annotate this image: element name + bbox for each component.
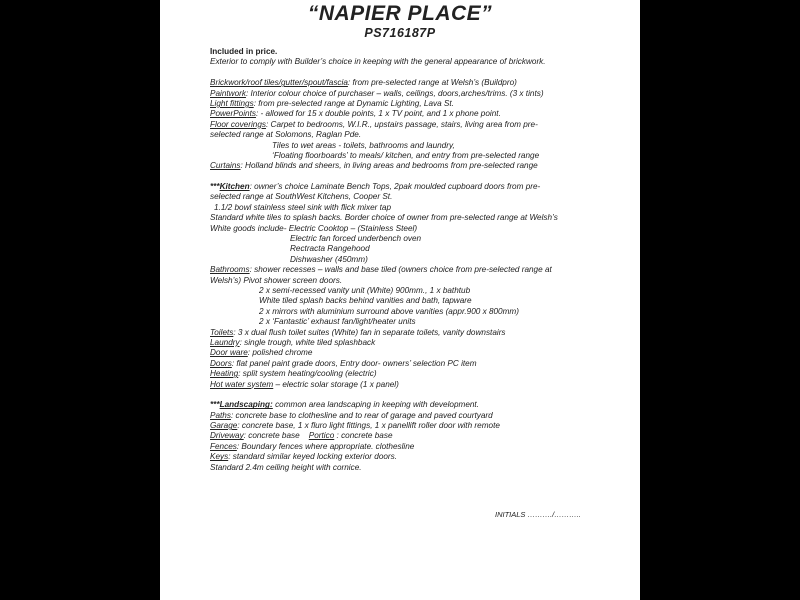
kitchen-line-6: Electric fan forced underbench oven	[290, 234, 422, 244]
specification-body	[210, 47, 630, 473]
floor-line-3: Tiles to wet areas - toilets, bathrooms and laundry,	[272, 140, 455, 150]
item-label: Bathrooms	[210, 265, 250, 275]
item-heating: Heating: split system heating/cooling (electric)	[210, 369, 377, 379]
item-fences: Fences: Boundary fences where appropriate. clothesline	[210, 441, 415, 451]
item-paintwork: Paintwork: Interior colour choice of purchaser – walls, ceilings, doors,arches/trims. (3 x tints)	[210, 88, 544, 98]
floor-line-4: ‘Floating floorboards’ to meals/ kitchen, and entry from pre-selected range	[272, 150, 540, 160]
floor-line-2: selected range at Solomons, Raglan Pde.	[210, 130, 362, 140]
item-keys: Keys: standard similar keyed locking exterior doors.	[210, 452, 398, 462]
item-label: Door ware	[210, 348, 248, 358]
item-paths: Paths: concrete base to clothesline and to rear of garage and paved courtyard	[210, 410, 493, 420]
item-garage: Garage: concrete base, 1 x fluro light fittings, 1 x panellift roller door with remote	[210, 421, 500, 431]
item-laundry: Laundry: single trough, white tiled splashback	[210, 337, 376, 347]
document-title: “NAPIER PLACE”	[307, 2, 493, 25]
kitchen-line-8: Dishwasher (450mm)	[290, 254, 368, 264]
kitchen-line-5: White goods include- Electric Cooktop – (Stainless Steel)	[210, 223, 418, 233]
bathrooms-line-6: 2 x ‘Fantastic’ exhaust fan/light/heater units	[259, 317, 416, 327]
item-label: Garage	[210, 421, 238, 431]
item-label: Floor coverings	[210, 119, 266, 129]
kitchen-line-7: Rectracta Rangehood	[290, 244, 370, 254]
item-door-ware: Door ware: polished chrome	[210, 348, 313, 358]
item-label: Curtains	[210, 161, 241, 171]
item-kitchen: ***Kitchen: owner’s choice Laminate Bench Tops, 2pak moulded cupboard doors from pre-	[210, 182, 541, 192]
item-label: Paintwork	[210, 88, 246, 98]
item-bathrooms: Bathrooms: shower recesses – walls and base tiled (owners choice from pre-selected range at	[210, 265, 552, 275]
item-label: Portico	[308, 431, 335, 441]
item-label: Fences	[210, 441, 237, 451]
item-label: Heating	[210, 369, 239, 379]
bathrooms-line-2: Welsh’s) Pivot shower screen doors.	[210, 275, 343, 285]
item-label: Kitchen	[219, 182, 250, 192]
item-toilets: Toilets: 3 x dual flush toilet suites (White) fan in separate toilets, vanity downstairs	[210, 327, 506, 337]
item-label: Driveway	[210, 431, 244, 441]
item-brickwork: Brickwork/roof tiles/gutter/spout/fascia: from pre-selected range at Welsh’s (Buildpro)	[210, 78, 517, 88]
item-curtains: Curtains: Holland blinds and sheers, in living areas and bedrooms from pre-selected range	[210, 161, 538, 171]
item-floor-coverings: Floor coverings: Carpet to bedrooms, W.I.R., upstairs passage, stairs, living area from pre-	[210, 119, 538, 129]
item-powerpoints: PowerPoints: - allowed for 15 x double points, 1 x TV point, and 1 x phone point.	[210, 109, 501, 119]
item-light-fittings: Light fittings: from pre-selected range at Dynamic Lighting, Lava St.	[210, 98, 454, 108]
initials-line: INITIALS ………./………..	[495, 510, 581, 519]
kitchen-line-4: Standard white tiles to splash backs. Border choice of owner from pre-selected range at Welsh’s	[210, 213, 558, 223]
document-page	[160, 0, 640, 600]
item-doors: Doors: flat panel paint grade doors, Entry door- owners’ selection PC item	[210, 358, 477, 368]
bathrooms-line-4: White tiled splash backs behind vanities and bath, tapware	[259, 296, 472, 306]
item-label: PowerPoints	[210, 109, 256, 119]
item-hot-water: Hot water system – electric solar storage (1 x panel)	[210, 379, 399, 389]
kitchen-line-2: selected range at SouthWest Kitchens, Cooper St.	[210, 192, 393, 202]
item-label: Doors	[210, 358, 232, 368]
kitchen-line-3: 1.1/2 bowl stainless steel sink with flick mixer tap	[214, 202, 392, 212]
item-label: Laundry	[210, 337, 240, 347]
included-heading: Included in price.	[210, 47, 278, 56]
item-label: Toilets	[210, 327, 234, 337]
item-label: Keys	[210, 452, 229, 462]
item-label: Light fittings	[210, 98, 254, 108]
ceiling-line: Standard 2.4m ceiling height with cornice.	[210, 462, 362, 472]
item-driveway: Driveway: concrete base Portico : concrete base	[210, 431, 393, 441]
item-label: Brickwork/roof tiles/gutter/spout/fascia	[210, 78, 348, 88]
bathrooms-line-3: 2 x semi-recessed vanity unit (White) 900mm., 1 x bathtub	[259, 285, 471, 295]
item-label: Hot water system	[210, 379, 274, 389]
bathrooms-line-5: 2 x mirrors with aluminium surround above vanities (appr.900 x 800mm)	[259, 306, 519, 316]
exterior-line: Exterior to comply with Builder’s choice in keeping with the general appearance of brickwork.	[210, 57, 546, 67]
item-label: Landscaping:	[219, 400, 273, 410]
plan-number: PS716187P	[364, 26, 436, 40]
item-landscaping: ***Landscaping: common area landscaping in keeping with development.	[210, 400, 479, 410]
item-label: Paths	[210, 410, 231, 420]
